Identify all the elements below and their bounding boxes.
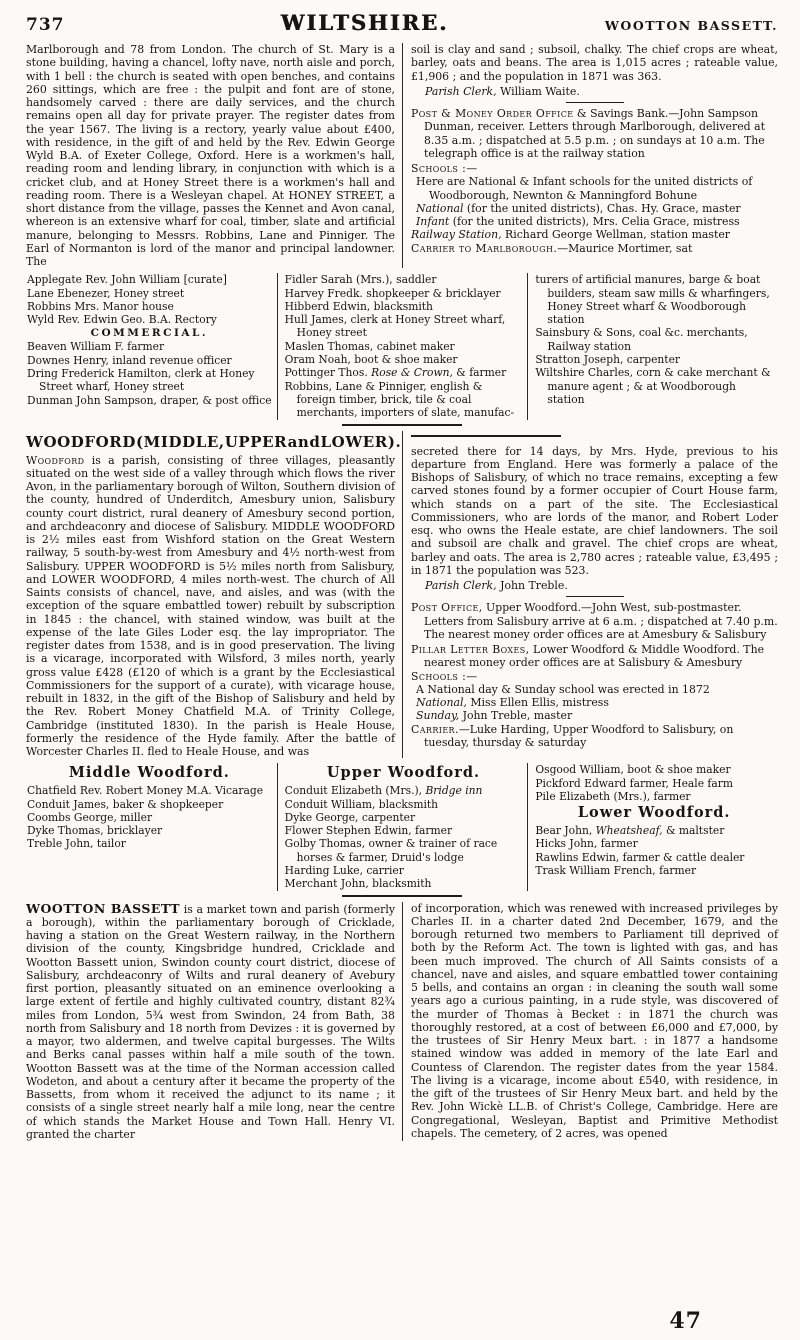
- parish-clerk-line: [411, 85, 778, 98]
- directory-entry: Merchant John, blacksmith: [284, 877, 432, 891]
- directory-entry: Hull James, clerk at Honey Street wharf, Honey street: [284, 313, 506, 340]
- running-header: WOOTTON BASSETT.: [604, 18, 778, 33]
- lower-woodford-heading: Lower Woodford.: [577, 804, 731, 822]
- woodborough-directory: [26, 273, 778, 419]
- section-separator: [26, 420, 778, 431]
- directory-entry: Applegate Rev. John William [curate]: [27, 273, 227, 287]
- wootton-bassett-section: [26, 902, 778, 1142]
- directory-entry: Treble John, tailor: [27, 837, 126, 851]
- directory-entry: Hibberd Edwin, blacksmith: [284, 299, 433, 313]
- upper-woodford-column: [277, 763, 528, 890]
- directory-entry: Pile Elizabeth (Mrs.), farmer: [535, 789, 691, 803]
- directory-entry: Conduit James, baker & shopkeeper: [27, 797, 224, 811]
- directory-entry: Pottinger Thos. Rose & Crown, & farmer: [284, 366, 507, 380]
- directory-entry: Dyke George, carpenter: [284, 810, 416, 824]
- directory-entry: Conduit William, blacksmith: [284, 797, 439, 811]
- directory-entry: Pickford Edward farmer, Heale farm: [535, 776, 733, 790]
- national-school-line: National (for the united districts), Chas. Hy. Grace, master: [416, 201, 741, 215]
- directory-entry: Lane Ebenezer, Honey street: [27, 286, 185, 300]
- woodborough-right-column: [402, 43, 778, 268]
- directory-entry: Bear John, Wheatsheaf, & maltster: [535, 824, 725, 838]
- woodborough-section: [26, 43, 778, 268]
- commercial-heading: COMMERCIAL.: [90, 327, 209, 340]
- directory-entry: Wiltshire Charles, corn & cake merchant & manure agent ; & at Woodborough station: [535, 366, 771, 406]
- national-school-line: National, Miss Ellen Ellis, mistress: [416, 696, 609, 710]
- directory-entry: Dyke Thomas, bricklayer: [27, 824, 163, 838]
- directory-entry: Oram Noah, boot & shoe maker: [284, 353, 458, 367]
- directory-entry: turers of artificial manures, barge & boat builders, steam saw mills & wharfingers, Honey Street wharf & Woodborough station: [535, 273, 770, 327]
- directory-entry: Beaven William F. farmer: [27, 340, 165, 354]
- directory-entry: Coombs George, miller: [27, 810, 153, 824]
- paragraph: Woodford is a parish, consisting of three villages, pleasantly situated on the west side of a valley through which flows the river Avon, in the parliamentary borough of Wilton, Southern division of the county, hundred of Underditch, Amesbury union, Salisbury county court district, rural deanery of Amesbury second portion, and archdeaconry and diocese of Salisbury. MIDDLE WOODFORD is 2½ miles east from Wishford station on the Great Western railway, 5 south-by-west from Amesbury and 4½ north-west from Salisbury. UPPER WOODFORD is 5½ miles north from Salisbury, and LOWER WOODFORD, 4 miles north-west. The church of All Saints consists of chancel, nave, and aisles, and was (with the exception of the square embattled tower) rebuilt by subscription in 1845 : the chancel, with stained window, was built at the expense of the late Giles Loder esq. the lay impropriator. The register dates from 1538, and is in good preservation. The living is a vicarage, incorporated with Wilsford, 3 miles north, yearly gross value £428 (£120 of which is a grant by the Ecclesiastical Commissioners for the support of a curate), with vicarage house, rebuilt in 1832, in the gift of the Bishop of Salisbury and held by the Rev. Robert Money Chatfield M.A. of Trinity College, Cambridge (instituted 1830). In the parish is Heale House, formerly the residence of the Hyde family. After the battle of Worcester Charles II. fled to Heale House, and was: [26, 453, 395, 759]
- middle-woodford-heading: Middle Woodford.: [68, 764, 230, 782]
- directory-column-2: [277, 273, 528, 419]
- woodford-heading: WOODFORD(MIDDLE,UPPERandLOWER).: [26, 432, 402, 451]
- directory-entry: Trask William French, farmer: [535, 864, 697, 878]
- divider-rule: [566, 596, 624, 597]
- railway-station-line: Railway Station, Richard George Wellman, station master: [411, 228, 730, 242]
- pillar-boxes-line: Pillar Letter Boxes, Lower Woodford & Middle Woodford. The nearest money order offices are at Salisbury & Amesbury: [411, 643, 765, 670]
- schools-paragraph: Here are National & Infant schools for the united districts of Woodborough, Newnton & Manningford Bohune: [416, 175, 753, 202]
- directory-entry: Hicks John, farmer: [535, 837, 638, 851]
- directory-entry: Robbins, Lane & Pinniger, english & foreign timber, brick, tile & coal merchants, importers of slate, manufac-: [284, 379, 515, 420]
- woodford-right-column: [402, 431, 778, 759]
- directory-entry: Stratton Joseph, carpenter: [535, 353, 681, 367]
- divider-rule: [566, 102, 624, 103]
- page-number: 47: [669, 1308, 702, 1334]
- directory-column-3: [527, 273, 778, 419]
- divider-rule: [342, 895, 462, 897]
- middle-woodford-column: [26, 763, 277, 890]
- paragraph: soil is clay and sand ; subsoil, chalky. The chief crops are wheat, barley, oats and beans. The area is 1,015 acres ; rateable value, £1,906 ; and the population in 1871 was 363.: [411, 43, 778, 83]
- county-title: WILTSHIRE.: [280, 10, 449, 35]
- woodford-left-column: [26, 431, 402, 759]
- directory-entry: Wyld Rev. Edwin Geo. B.A. Rectory: [27, 313, 217, 327]
- sunday-school-line: Sunday, John Treble, master: [416, 709, 573, 723]
- lower-woodford-column: [527, 763, 778, 890]
- carrier-line: Carrier.—Luke Harding, Upper Woodford to Salisbury, on tuesday, thursday & saturday: [411, 722, 734, 749]
- schools-paragraph: A National day & Sunday school was erected in 1872: [416, 682, 710, 696]
- directory-entry: Harvey Fredk. shopkeeper & bricklayer: [284, 286, 501, 300]
- directory-entry: Rawlins Edwin, farmer & cattle dealer: [535, 850, 745, 864]
- directory-entry: Flower Stephen Edwin, farmer: [284, 824, 453, 838]
- parish-clerk-label: Parish Clerk,: [425, 84, 497, 98]
- paragraph: WOOTTON BASSETT is a market town and parish (formerly a borough), within the parliamentary borough of Cricklade, having a station on the Great Western railway, in the Northern division of the county, Kingsbridge hundred, Cricklade and Wootton Bassett union, Swindon county court district, diocese of Salisbury, archdeaconry of Wilts and rural deanery of Avebury first portion, pleasantly situated on an eminence overlooking a large extent of fertile and highly cultivated country, distant 82¾ miles from London, 5¾ west from Swindon, 24 from Bath, 38 north from Salisbury and 18 north from Devizes : it is governed by a mayor, two aldermen, and twelve capital burgesses. The Wilts and Berks canal passes within half a mile south of the town. Wootton Bassett was at the time of the Norman accession called Wodeton, and about a century after it became the property of the Bassetts, from whom it received the adjunct to its name ; it consists of a single street nearly half a mile long, near the centre of which stands the Market House and Town Hall. Henry VI. granted the charter: [26, 900, 396, 1141]
- directory-entry: Dunman John Sampson, draper, & post office: [27, 393, 272, 407]
- page-header: [26, 10, 778, 35]
- parish-clerk-line: Parish Clerk, John Treble.: [425, 579, 568, 593]
- upper-woodford-heading: Upper Woodford.: [326, 764, 481, 782]
- infant-school-line: Infant (for the united districts), Mrs. Celia Grace, mistress: [416, 215, 740, 228]
- folio-number: 737: [26, 15, 65, 35]
- wootton-left-column: [26, 902, 402, 1142]
- woodborough-left-column: [26, 43, 402, 268]
- directory-entry: Sainsbury & Sons, coal &c. merchants, Railway station: [535, 326, 748, 353]
- directory-entry: Harding Luke, carrier: [284, 864, 404, 878]
- post-office-label: Post & Money Order Office: [411, 107, 574, 120]
- directory-entry: Downes Henry, inland revenue officer: [27, 353, 232, 367]
- woodford-village-directory: [26, 763, 778, 890]
- directory-column-1: [26, 273, 277, 419]
- directory-entry: Golby Thomas, owner & trainer of race horses & farmer, Druid's lodge: [284, 837, 498, 864]
- wootton-right-column: [402, 902, 778, 1142]
- directory-entry: Osgood William, boot & shoe maker: [535, 763, 731, 777]
- directory-entry: Robbins Mrs. Manor house: [27, 299, 174, 313]
- woodford-section: [26, 431, 778, 759]
- paragraph: of incorporation, which was renewed with increased privileges by Charles II. in a charter dated 2nd December, 1679, and the borough returned two members to Parliament till deprived of both by the Reform Act. The town is lighted with gas, and has been much improved. The church of All Saints consists of a chancel, nave and aisles, and square embattled tower containing 5 bells, and contains an organ : in cleaning the south wall some years ago a curious painting, in a rude style, was discovered of the murder of Thomas à Becket : in 1871 the church was thoroughly restored, at a cost of between £6,000 and £7,000, by the trustees of Sir Henry Meux bart. : in 1877 a handsome stained window was added in memory of the late Earl and Countess of Clarendon. The register dates from the year 1584. The living is a vicarage, income about £540, with residence, in the gift of the trustees of Sir Henry Meux bart. and held by the Rev. John Wickè LL.B. of Christ's College, Cambridge. Here are Congregational, Wesleyan, Baptist and Primitive Methodist chapels. The cemetery, of 2 acres, was opened: [411, 901, 778, 1140]
- post-office-detail: & Savings Bank.—John Sampson Dunman, receiver. Letters through Marlborough, delivered at 8.35 a.m. ; dispatched at 5.5 p.m. ; on sundays at 10 a.m. The telegraph office is at the railway station: [424, 107, 765, 160]
- directory-entry: Fidler Sarah (Mrs.), saddler: [284, 273, 437, 287]
- directory-entry: Dring Frederick Hamilton, clerk at Honey Street wharf, Honey street: [27, 367, 255, 394]
- schools-heading: Schools :—: [411, 162, 478, 175]
- paragraph: secreted there for 14 days, by Mrs. Hyde, previous to his departure from England. Here was formerly a palace of the Bishops of Salisbury, of which no trace remains, excepting a few carved stones found by a former occupier of Court House farm, which stands on a part of the site. The Ecclesiastical Commissioners, who are lords of the manor, and Robert Loder esq. who owns the Heale estate, are chief landowners. The soil and subsoil are chalk and gravel. The chief crops are wheat, barley and oats. The area is 2,780 acres ; rateable value, £3,495 ; in 1871 the population was 523.: [411, 444, 778, 577]
- schools-heading: Schools :—: [411, 669, 478, 683]
- divider-rule: [342, 424, 462, 426]
- wootton-heading: WOOTTON BASSETT: [26, 900, 181, 916]
- post-office-line: Post Office, Upper Woodford.—John West, sub-postmaster. Letters from Salisbury arrive at 6 a.m. ; dispatched at 7.40 p.m. The nearest money order offices are at Amesbury & Salisbury: [411, 601, 778, 641]
- directory-entry: Chatfield Rev. Robert Money M.A. Vicarage: [27, 784, 264, 798]
- post-office-line: [411, 107, 778, 160]
- directory-entry: Conduit Elizabeth (Mrs.), Bridge inn: [284, 784, 483, 798]
- divider-rule: [411, 435, 561, 437]
- directory-entry: Maslen Thomas, cabinet maker: [284, 339, 455, 353]
- carrier-line: Carrier to Marlborough.—Maurice Mortimer, sat: [411, 241, 693, 255]
- parish-clerk-name: William Waite.: [496, 84, 580, 98]
- paragraph: Marlborough and 78 from London. The church of St. Mary is a stone building, having a chancel, lofty nave, north aisle and porch, with 1 bell : the church is seated with open benches, and contains 260 sittings, which are free : the pulpit and font are of stone, handsomely carved : there are daily services, and the church remains open all day for private prayer. The register dates from the year 1567. The living is a rectory, yearly value about £400, with residence, in the gift of and held by the Rev. Edwin George Wyld B.A. of Exeter College, Oxford. Here is a workmen's hall, reading room and lending library, in conjunction with which is a cricket club, and at Honey Street there is a workmen's hall and reading room. There is a Wesleyan chapel. At HONEY STREET, a short distance from the village, passes the Kennet and Avon canal, whereon is an extensive wharf for coal, timber, slate and artificial manure, belonging to Messrs. Robbins, Lane and Pinniger. The Earl of Normanton is lord of the manor and principal landowner. The: [26, 43, 395, 268]
